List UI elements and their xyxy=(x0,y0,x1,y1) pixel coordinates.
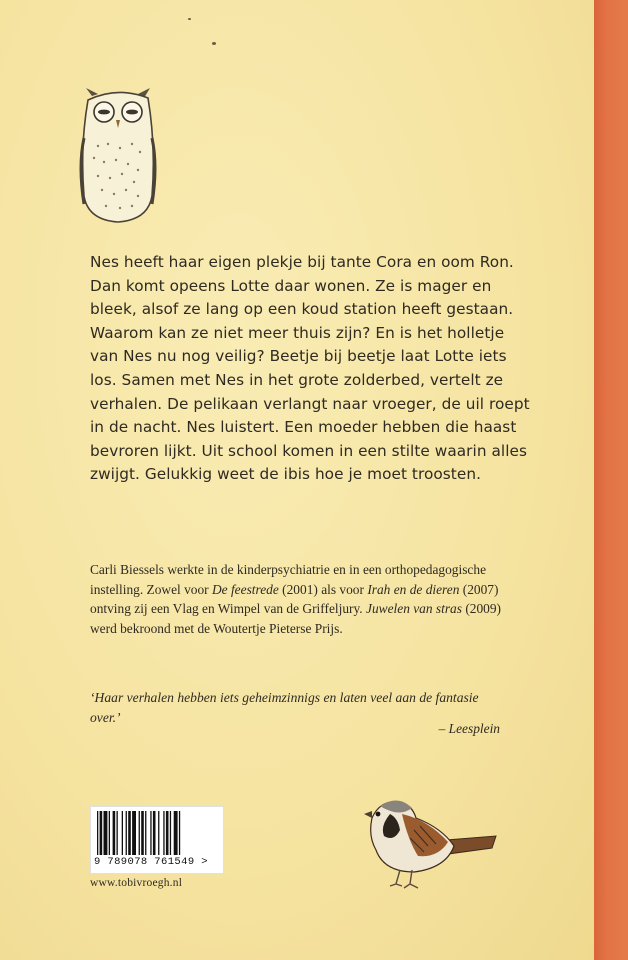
blurb-paragraph: Nes heeft haar eigen plekje bij tante Cora en oom Ron. Dan komt opeens Lotte daar wonen. Ze is mager en bleek, alsof ze lang op een koud station heeft gestaan. Waarom kan ze niet meer thuis zijn? En is het holletje van Nes nu nog veilig? Beetje bij beetje laat Lotte iets los. Samen met Nes in het grote zolderbed, vertelt ze verhalen. De pelikaan verlangt naar vroeger, de uil roept in de nacht. Nes luistert. Een moeder hebben die haast bevroren lijkt. Uit school komen in een stilte waarin alles zwijgt. Gelukkig weet de ibis hoe je moet troosten. xyxy=(90,253,530,484)
barcode-bar xyxy=(122,811,123,855)
author-bio-paragraph xyxy=(90,560,520,639)
owl-illustration xyxy=(78,86,158,226)
bio-text: Carli Biessels werkte in de kinderpsychiatrie en in een orthopedagogische instelling. Zowel voor xyxy=(90,562,487,597)
barcode-bar xyxy=(117,811,118,855)
barcode-bar xyxy=(126,811,127,855)
barcode-bar xyxy=(113,811,116,855)
barcode-bar xyxy=(158,811,159,855)
barcode-bar xyxy=(179,811,180,855)
author-bio xyxy=(90,560,520,639)
barcode-bar xyxy=(163,811,164,855)
book-title: Irah en de dieren xyxy=(367,581,460,597)
barcode-bar xyxy=(153,811,156,855)
book-spine-edge xyxy=(594,0,628,960)
barcode-bar xyxy=(97,811,98,855)
isbn-digits: 9 789078 761549 > xyxy=(94,856,208,868)
book-title: Juwelen van stras xyxy=(366,601,462,617)
bio-text: (2001) als voor xyxy=(278,581,368,597)
paper-speck xyxy=(212,42,216,45)
barcode-bar xyxy=(141,811,144,855)
barcode-bar xyxy=(170,811,171,855)
barcode-bar xyxy=(132,811,136,855)
sparrow-illustration xyxy=(350,784,500,894)
bio-text: (2007) ontving zij een Vlag en Wimpel van de Griffeljury. xyxy=(90,581,499,617)
barcode-bar xyxy=(139,811,140,855)
barcode-bar xyxy=(109,811,110,855)
publisher-website: www.tobivroegh.nl xyxy=(90,877,183,889)
barcode-bar xyxy=(166,811,169,855)
review-quote: ‘Haar verhalen hebben iets geheimzinnigs en laten veel aan de fantasie over.’ xyxy=(90,690,479,725)
barcode-bar xyxy=(174,811,178,855)
barcode-bar xyxy=(100,811,103,855)
barcode-bar xyxy=(145,811,146,855)
book-title: De feestrede xyxy=(212,581,279,597)
barcode-bars xyxy=(97,811,217,855)
barcode-bar xyxy=(104,811,108,855)
paper-speck xyxy=(188,18,191,20)
blurb-text xyxy=(90,251,530,487)
barcode-bar xyxy=(150,811,151,855)
bio-text: (2009) werd bekroond met de Woutertje Pieterse Prijs. xyxy=(90,601,502,637)
barcode-bar xyxy=(128,811,131,855)
isbn-barcode xyxy=(90,806,224,874)
review-quote-source: – Leesplein xyxy=(438,721,500,736)
